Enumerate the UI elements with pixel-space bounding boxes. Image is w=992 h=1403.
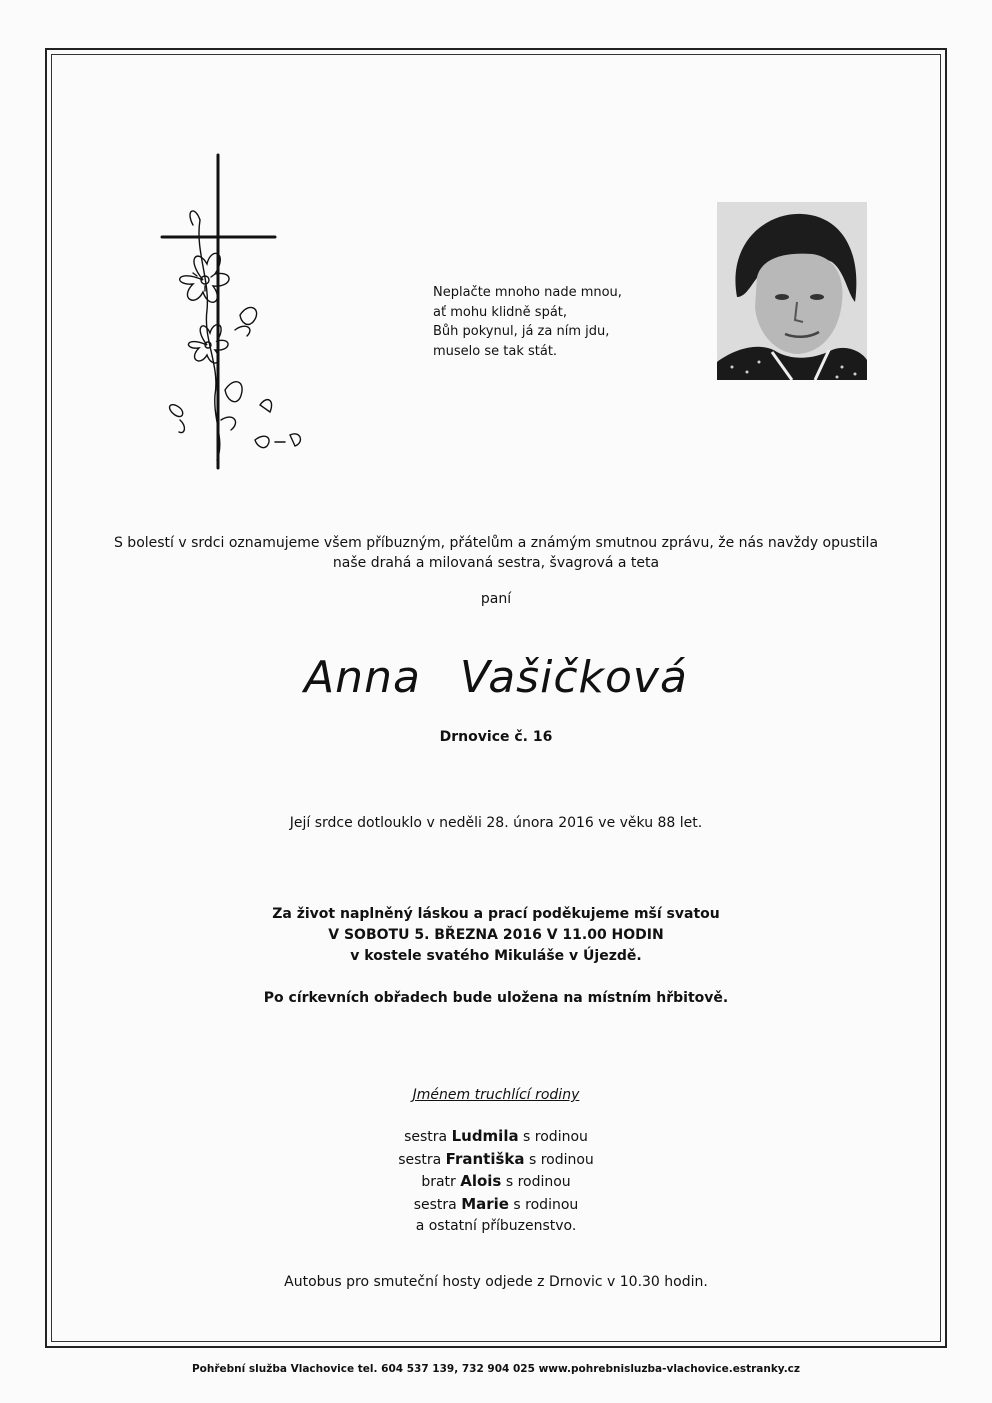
title-pani: paní bbox=[480, 591, 512, 607]
member-name: Františka bbox=[445, 1149, 525, 1168]
last-name: Vašičková bbox=[459, 652, 688, 703]
ceremony-info bbox=[0, 904, 992, 967]
poem-line: Neplačte mnoho nade mnou, bbox=[433, 285, 622, 300]
family-list bbox=[0, 1126, 992, 1238]
ceremony-line-2: V SOBOTU 5. BŘEZNA 2016 V 11.00 HODIN bbox=[328, 927, 664, 943]
poem-line: Bůh pokynul, já za ním jdu, bbox=[433, 324, 610, 339]
family-member bbox=[0, 1171, 992, 1194]
member-suffix: s rodinou bbox=[505, 1174, 571, 1190]
poem bbox=[433, 283, 693, 361]
ceremony-line-1: Za život naplněný láskou a prací poděkujeme mší svatou bbox=[272, 906, 720, 922]
bus-info: Autobus pro smuteční hosty odjede z Drnovic v 10.30 hodin. bbox=[284, 1274, 708, 1290]
relation: sestra bbox=[404, 1129, 448, 1145]
burial-text: Po církevních obřadech bude uložena na místním hřbitově. bbox=[263, 990, 729, 1006]
family-others: a ostatní příbuzenstvo. bbox=[415, 1218, 577, 1234]
intro-line-2: naše drahá a milovaná sestra, švagrová a teta bbox=[332, 555, 660, 571]
poem-line: ať mohu klidně spát, bbox=[433, 304, 568, 320]
family-member bbox=[0, 1194, 992, 1217]
portrait-photo bbox=[717, 202, 867, 380]
member-name: Ludmila bbox=[451, 1127, 519, 1145]
first-name: Anna bbox=[304, 652, 421, 703]
member-suffix: s rodinou bbox=[513, 1196, 579, 1213]
family-title: Jménem truchlící rodiny bbox=[412, 1087, 580, 1103]
family-member bbox=[0, 1126, 992, 1149]
death-text: Její srdce dotlouklo v neděli 28. února 2016 ve věku 88 let. bbox=[289, 815, 703, 831]
member-name: Marie bbox=[461, 1194, 509, 1213]
relation: sestra bbox=[413, 1196, 457, 1213]
relation: bratr bbox=[421, 1174, 456, 1190]
deceased-address: Drnovice č. 16 bbox=[439, 729, 553, 745]
member-suffix: s rodinou bbox=[523, 1129, 588, 1145]
ceremony-line-3: v kostele svatého Mikuláše v Újezdě. bbox=[350, 948, 642, 964]
member-name: Alois bbox=[460, 1172, 502, 1190]
announcement-intro bbox=[0, 533, 992, 573]
footer-funeral-service: Pohřební služba Vlachovice tel. 604 537 139, 732 904 025 www.pohrebnisluzba-vlachovice.estranky.cz bbox=[191, 1363, 801, 1375]
relation: sestra bbox=[398, 1151, 442, 1168]
deceased-name bbox=[0, 652, 992, 703]
poem-line: muselo se tak stát. bbox=[433, 343, 558, 359]
member-suffix: s rodinou bbox=[528, 1151, 594, 1168]
family-member bbox=[0, 1149, 992, 1172]
cross-with-flowers-icon bbox=[155, 150, 325, 475]
intro-line-1: S bolestí v srdci oznamujeme všem příbuzným, přátelům a známým smutnou zprávu, že nás navždy opustila bbox=[113, 535, 879, 551]
